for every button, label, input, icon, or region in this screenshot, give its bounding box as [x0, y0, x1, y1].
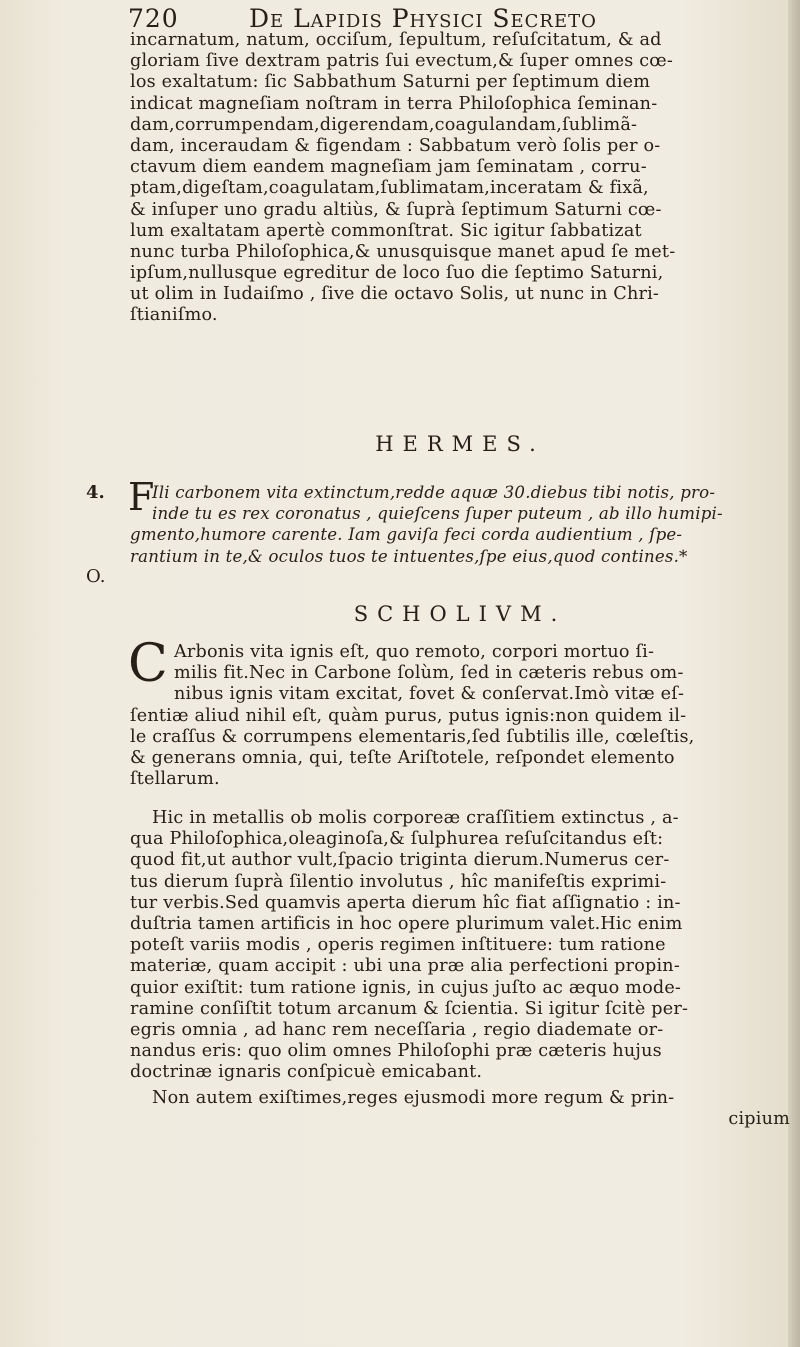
text-line: dam, inceraudam & figendam : Sabbatum verò ſolis per o- [130, 135, 661, 156]
text-line: duſtria tamen artificis in hoc opere plurimum valet.Hic enim [130, 913, 683, 934]
text-line: nibus ignis vitam excitat, fovet & conſervat.Imò vitæ eſ- [174, 684, 685, 705]
hermes-quotation [130, 482, 790, 567]
text-line: le craſſus & corrumpens elementaris,ſed ſubtilis ille, cœleſtis, [130, 726, 695, 747]
text-line: qua Philoſophica,oleaginoſa,& ſulphurea reſuſcitandus eſt: [130, 829, 664, 850]
text-line: ipſum,nullusque egreditur de loco ſuo die ſeptimo Saturni, [130, 263, 664, 284]
text-line: dam,corrumpendam,digerendam,coagulandam,ſublimã- [130, 114, 638, 135]
catchword: cipium [728, 1109, 790, 1130]
margin-number: 4. [86, 482, 105, 503]
quote-line: inde tu es rex coronatus , quieſcens ſuper puteum , ab illo humipi- [152, 504, 723, 524]
quote-line: gmento,humore carente. Iam gaviſa feci corda audientium , ſpe- [130, 525, 683, 545]
quote-line: rantium in te,& oculos tuos te intuentes,ſpe eius,quod contines.* [130, 546, 688, 566]
scholium-paragraph [130, 642, 790, 790]
scholium-heading: SCHOLIVM. [353, 602, 567, 626]
text-line: egris omnia , ad hanc rem neceſſaria , regio diademate or- [130, 1019, 664, 1040]
text-line: Arbonis vita ignis eſt, quo remoto, corpori mortuo ſi- [174, 642, 655, 662]
text-line: quior exiſtit: tum ratione ignis, in cujus juſto ac æquo mode- [130, 977, 682, 998]
text-line: ſtellarum. [130, 769, 220, 790]
text-line: ptam,digeſtam,coagulatam,ſublimatam,inceratam & fixã, [130, 178, 649, 199]
text-line: nunc turba Philoſophica,& unusquisque manet apud ſe met- [130, 241, 676, 262]
page-number: 720 [128, 4, 179, 33]
text-line: ut olim in Iudaiſmo , ſive die octavo Solis, ut nunc in Chri- [130, 284, 660, 305]
text-line: ſentiæ aliud nihil eſt, quàm purus, putus ignis:non quidem il- [130, 705, 687, 726]
running-title: De Lapidis Physici Secreto [248, 4, 597, 33]
text-line: lum exaltatam apertè commonſtrat. Sic igitur ſabbatizat [130, 220, 642, 241]
margin-letter: O. [86, 566, 106, 587]
text-line: milis fit.Nec in Carbone ſolùm, ſed in cæteris rebus om- [174, 663, 684, 684]
text-line: ſtianiſmo. [130, 305, 218, 326]
text-line: tur verbis.Sed quamvis aperta dierum hîc fiat aſſignatio : in- [130, 892, 681, 913]
body-paragraph [130, 30, 790, 327]
text-line: nandus eris: quo olim omnes Philoſophi præ cæteris hujus [130, 1041, 662, 1062]
text-line: & generans omnia, qui, teſte Ariſtotele, reſpondet elemento [130, 747, 675, 768]
text-line: Hic in metallis ob molis corporeæ craſſitiem extinctus , a- [152, 808, 679, 828]
text-line: doctrinæ ignaris conſpicuè emicabant. [130, 1062, 483, 1083]
text-line: ctavum diem eandem magneſiam jam ſeminatam , corru- [130, 157, 647, 178]
text-line: & inſuper uno gradu altiùs, & ſuprà ſeptimum Saturni cœ- [130, 199, 662, 220]
text-line: materiæ, quam accipit : ubi una præ alia perfectioni propin- [130, 956, 680, 977]
text-line: indicat magneſiam noſtram in terra Philoſophica ſeminan- [130, 93, 658, 114]
drop-cap-c: C [128, 634, 168, 694]
text-line: ramine conſiſtit totum arcanum & ſcientia. Si igitur ſcitè per- [130, 998, 689, 1019]
text-line: quod fit,ut author vult,ſpacio triginta dierum.Numerus cer- [130, 850, 670, 871]
quote-line: Ili carbonem vita extinctum,redde aquæ 30.diebus tibi notis, pro- [152, 483, 716, 502]
drop-cap-f: F [128, 475, 155, 519]
final-paragraph [130, 808, 790, 1083]
text-line: incarnatum, natum, occiſum, ſepultum, reſuſcitatum, & ad [130, 30, 662, 50]
text-line: poteſt variis modis , operis regimen inſtituere: tum ratione [130, 935, 666, 956]
text-line: Non autem exiſtimes,reges ejusmodi more regum & prin- [152, 1088, 675, 1108]
closing-lines [130, 1088, 790, 1130]
hermes-heading: HERMES. [375, 432, 545, 456]
text-line: tus dierum ſuprà ſilentio involutus , hîc manifeſtis exprimi- [130, 871, 667, 892]
text-line: gloriam ſive dextram patris ſui evectum,& ſuper omnes cœ- [130, 51, 674, 72]
text-line: los exaltatum: ſic Sabbathum Saturni per ſeptimum diem [130, 72, 651, 93]
